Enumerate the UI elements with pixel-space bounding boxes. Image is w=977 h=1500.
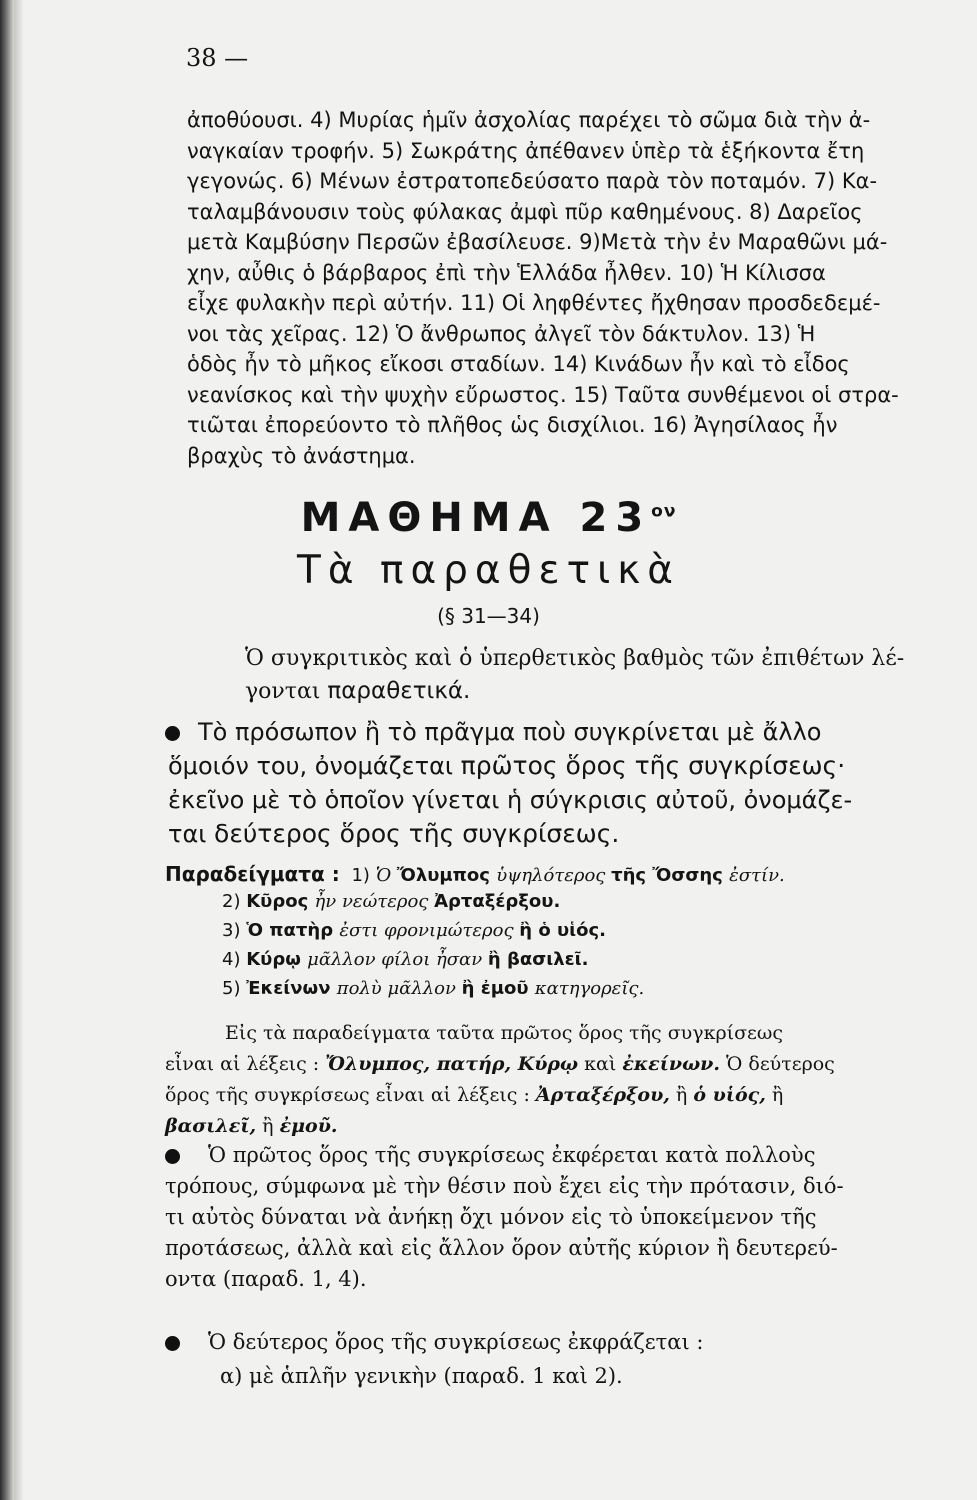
text-line: βραχὺς τὸ ἀνάστημα. <box>187 443 416 468</box>
text-line: ὁδὸς ἦν τὸ μῆκος εἴκοσι σταδίων. 14) Κινάδων ἦν καὶ τὸ εἶδος <box>187 352 850 376</box>
example-fragment: ὑψηλότερος <box>496 865 612 886</box>
text-line <box>165 675 940 708</box>
text-line: ἀποθύουσι. 4) Μυρίας ἡμῖν ἀσχολίας παρέχει τὸ σῶμα διὰ τὴν ἀ- <box>187 108 871 132</box>
section-reference: (§ 31—34) <box>437 604 540 628</box>
example-text <box>376 865 785 886</box>
text-line: ταλαμβάνουσιν τοὺς φύλακας ἀμφὶ πῦρ καθημένους. 8) Δαρεῖος <box>187 199 863 224</box>
text-line: νεανίσκος καὶ τὴν ψυχὴν εὔρωστος. 15) Ταῦτα συνθέμενοι οἱ στρα- <box>187 382 899 407</box>
text-span: ἐκείνων. <box>622 1053 720 1075</box>
exercise-paragraph <box>187 105 939 471</box>
text-line <box>165 1140 940 1171</box>
example-number: 1) <box>351 865 370 886</box>
text-line: προτάσεως, ἀλλὰ καὶ εἰς ἄλλον ὅρον αὐτῆς κύριον ἢ δευτερεύ- <box>165 1236 838 1260</box>
text-line: α) μὲ ἁπλῆν γενικὴν (παραδ. 1 καὶ 2). <box>220 1364 623 1388</box>
example-fragment: ἢ ἐμοῦ <box>461 978 535 999</box>
bullet-icon <box>165 726 180 741</box>
text-line: νοι τὰς χεῖρας. 12) Ὁ ἄνθρωπος ἀλγεῖ τὸν δάκτυλον. 13) Ἡ <box>187 321 816 346</box>
text-line <box>165 817 940 851</box>
explanation-paragraph <box>165 1018 940 1142</box>
lesson-subtitle: Τὰ παραθετικὰ <box>297 548 680 593</box>
example-fragment: ἦν νεώτερος <box>314 891 435 912</box>
text-line <box>165 1080 940 1111</box>
key-term: παραθετικά. <box>327 678 471 704</box>
example-fragment: ἢ βασιλεῖ. <box>487 949 589 970</box>
text-span: Ὄλυμπος, πατήρ, Κύρῳ <box>325 1053 579 1075</box>
bullet-paragraph-2 <box>165 1140 940 1295</box>
text-span: Τὸ πρόσωπον ἢ τὸ πρᾶγμα ποὺ συγκρίνεται μὲ ἄλλο <box>198 718 822 746</box>
text-line: μετὰ Καμβύσην Περσῶν ἐβασίλευσε. 9)Μετὰ τὴν ἐν Μαραθῶνι μά- <box>187 230 888 254</box>
text-span: Ὁ δεύτερος ὅρος τῆς συγκρίσεως ἐκφράζεται : <box>208 1330 704 1354</box>
example-text <box>246 920 606 941</box>
example-row <box>222 891 560 912</box>
text-span: ἢ <box>256 1115 280 1137</box>
example-fragment: Ἐκείνων <box>246 978 337 999</box>
text-line <box>165 749 940 783</box>
text-span: Ὁ πρῶτος ὅρος τῆς συγκρίσεως ἐκφέρεται κατὰ πολλοὺς <box>208 1143 816 1167</box>
text-line: χην, αὖθις ὁ βάρβαρος ἐπὶ τὴν Ἑλλάδα ἦλθεν. 10) Ἡ Κίλισσα <box>187 260 826 285</box>
example-fragment: Κύρῳ <box>246 949 308 970</box>
text-span: ἢ <box>669 1084 694 1106</box>
example-fragment: ἢ ὁ υἱός. <box>519 920 607 941</box>
example-row <box>222 920 606 941</box>
text-span: γονται <box>245 679 328 704</box>
example-fragment: Ἀρταξέρξου. <box>434 891 561 912</box>
example-fragment: Ὁ πατὴρ <box>246 920 340 941</box>
text-span: εἶναι αἱ λέξεις : <box>165 1053 326 1075</box>
text-line: οντα (παραδ. 1, 4). <box>165 1267 367 1291</box>
example-fragment: ἐστι φρονιμώτερος <box>339 920 520 941</box>
lesson-title-text: ΜΑΘΗΜΑ 23 <box>300 495 652 541</box>
example-fragment: πολὺ μᾶλλον <box>336 978 462 999</box>
example-text <box>246 949 588 970</box>
text-span: ὅρος τῆς συγκρίσεως εἶναι αἱ λέξεις : <box>165 1084 536 1106</box>
bullet-paragraph-1 <box>165 715 940 851</box>
lesson-title-suffix: ον <box>651 501 677 522</box>
example-text <box>246 891 560 912</box>
example-row <box>165 862 785 886</box>
text-line: Εἰς τὰ παραδείγματα ταῦτα πρῶτος ὅρος τῆς συγκρίσεως <box>225 1022 784 1044</box>
example-fragment: τῆς Ὄσσης <box>611 865 730 886</box>
example-number: 5) <box>222 978 241 999</box>
text-line <box>165 1111 940 1142</box>
text-span: καὶ <box>578 1053 623 1075</box>
text-line <box>165 1325 940 1359</box>
text-line: γεγονώς. 6) Μένων ἐστρατοπεδεύσατο παρὰ τὸν ποταμόν. 7) Κα- <box>187 169 878 193</box>
text-line: ἐκεῖνο μὲ τὸ ὁποῖον γίνεται ἡ σύγκρισις αὐτοῦ, ὀνομάζε- <box>168 786 853 814</box>
text-line: εἶχε φυλακὴν περὶ αὐτήν. 11) Οἱ ληφθέντες ἤχθησαν προσδεδεμέ- <box>187 291 881 315</box>
intro-paragraph <box>165 642 940 708</box>
examples-label: Παραδείγματα : <box>165 862 340 886</box>
text-line: τρόπους, σύμφωνα μὲ τὴν θέσιν ποὺ ἔχει εἰς τὴν πρότασιν, διό- <box>165 1174 844 1198</box>
example-number: 3) <box>222 920 241 941</box>
example-fragment: Ὁ <box>375 865 397 886</box>
text-line: ναγκαίαν τροφήν. 5) Σωκράτης ἀπέθανεν ὑπὲρ τὰ ἑξήκοντα ἔτη <box>187 138 865 163</box>
text-span: Ἀρταξέρξου, <box>535 1084 670 1106</box>
example-fragment: μᾶλλον φίλοι ἦσαν <box>307 949 488 970</box>
key-term: δεύτερος ὅρος τῆς συγκρίσεως. <box>214 819 620 848</box>
page-binding-edge <box>0 0 14 1500</box>
text-span: ται <box>168 820 215 848</box>
text-span: ὁ υἱός, <box>693 1084 766 1106</box>
text-span: βασιλεῖ, <box>165 1115 257 1137</box>
example-row <box>222 978 644 999</box>
text-line: τι αὐτὸς δύναται νὰ ἀνήκῃ ὄχι μόνον εἰς τὸ ὑποκείμενον τῆς <box>165 1205 817 1229</box>
example-number: 4) <box>222 949 241 970</box>
example-fragment: ἐστίν. <box>729 865 785 886</box>
text-span: ἐμοῦ. <box>279 1115 338 1137</box>
text-line <box>165 1049 940 1080</box>
page-binding-shadow <box>14 0 24 1500</box>
text-span: Ὁ δεύτερος <box>719 1053 835 1075</box>
key-term: πρῶτος ὅρος τῆς συγκρίσεως· <box>460 751 846 780</box>
page-number: 38 — <box>186 44 249 72</box>
text-span: ὅμοιόν του, ὀνομάζεται <box>168 752 461 780</box>
example-row <box>222 949 589 970</box>
example-number: 2) <box>222 891 241 912</box>
example-text <box>246 978 644 999</box>
text-line <box>165 715 940 749</box>
bullet-icon <box>165 1336 180 1351</box>
lesson-title <box>0 495 977 541</box>
text-line: τιῶται ἐπορεύοντο τὸ πλῆθος ὡς δισχίλιοι. 16) Ἀγησίλαος ἦν <box>187 413 838 437</box>
example-fragment: Ὄλυμπος <box>396 865 497 886</box>
text-line: Ὁ συγκριτικὸς καὶ ὁ ὑπερθετικὸς βαθμὸς τῶν ἐπιθέτων λέ- <box>245 646 905 671</box>
bullet-icon <box>165 1149 180 1164</box>
text-span: ἢ <box>765 1084 784 1106</box>
example-fragment: κατηγορεῖς. <box>534 978 645 999</box>
example-fragment: Κῦρος <box>246 891 315 912</box>
bullet-paragraph-3 <box>165 1325 940 1393</box>
